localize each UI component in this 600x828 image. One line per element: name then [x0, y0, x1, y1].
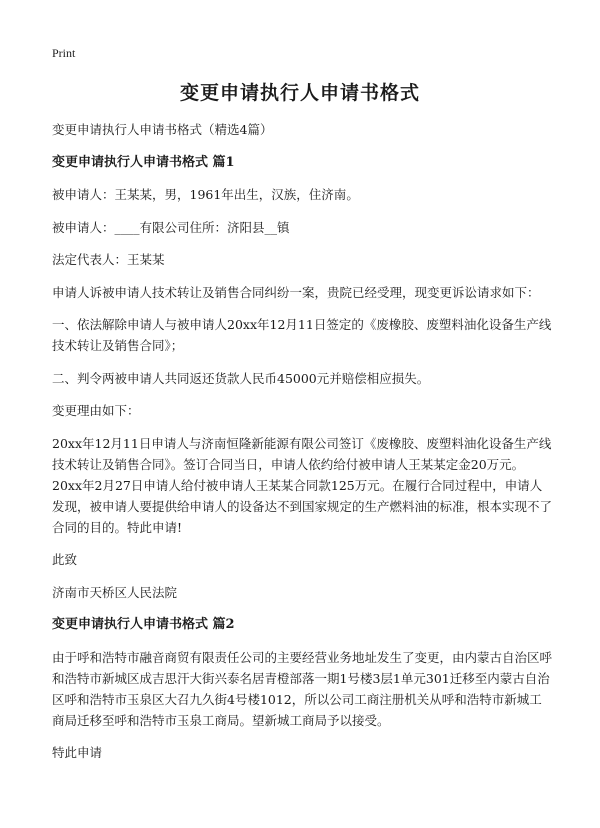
- section-heading-1: 变更申请执行人申请书格式 篇1: [52, 154, 235, 170]
- section2-body: 由于呼和浩特市融音商贸有限责任公司的主要经营业务地址发生了变更，由内蒙古自治区呼和浩特市新城区成吉思汗大街兴泰名居青橙部落一期1号楼3层1单元301迁移至内蒙古自治区呼和浩特市玉泉区大召九久街4号楼1012，所以公司工商注册机关从呼和浩特市新城工商局迁移至呼和浩特市玉泉工商局。望新城工商局予以接受。: [52, 649, 553, 728]
- respondent-line-2: 被申请人：____有限公司住所：济阳县__镇: [52, 219, 290, 235]
- document-title: 变更申请执行人申请书格式: [179, 82, 420, 104]
- salutation: 此致: [52, 552, 78, 567]
- document-subtitle: 变更申请执行人申请书格式（精选4篇）: [52, 122, 273, 137]
- print-label[interactable]: Print: [52, 46, 76, 60]
- closing-line: 特此申请: [52, 745, 103, 760]
- court-name: 济南市天桥区人民法院: [52, 584, 178, 600]
- legal-representative: 法定代表人：王某某: [52, 252, 165, 267]
- document-content: [52, 119, 552, 775]
- reason-paragraph: 20xx年12月11日申请人与济南恒隆新能源有限公司签订《废橡胶、废塑料油化设备生产线技术转让及销售合同》。签订合同当日，申请人依约给付被申请人王某某定金20万元。20xx年2月27日申请人给付被申请人王某某合同款125万元。在履行合同过程中，申请人发现，被申请人要提供给申请人的设备达不到国家规定的生产燃料油的标准，根本实现不了合同的目的。特此申请!: [52, 435, 553, 535]
- request-item-1: 一、依法解除申请人与被申请人20xx年12月11日签定的《废橡胶、废塑料油化设备生产线技术转让及销售合同》；: [52, 317, 552, 353]
- request-item-2: 二、判令两被申请人共同返还货款人民币45000元并赔偿相应损失。: [52, 370, 430, 386]
- respondent-line-1: 被申请人：王某某，男，1961年出生，汉族，住济南。: [52, 187, 359, 202]
- section-heading-2: 变更申请执行人申请书格式 篇2: [52, 617, 235, 632]
- intro-paragraph: 申请人诉被申请人技术转让及销售合同纠纷一案，贵院已经受理，现变更诉讼请求如下：: [52, 284, 540, 300]
- reason-label: 变更理由如下：: [52, 403, 140, 418]
